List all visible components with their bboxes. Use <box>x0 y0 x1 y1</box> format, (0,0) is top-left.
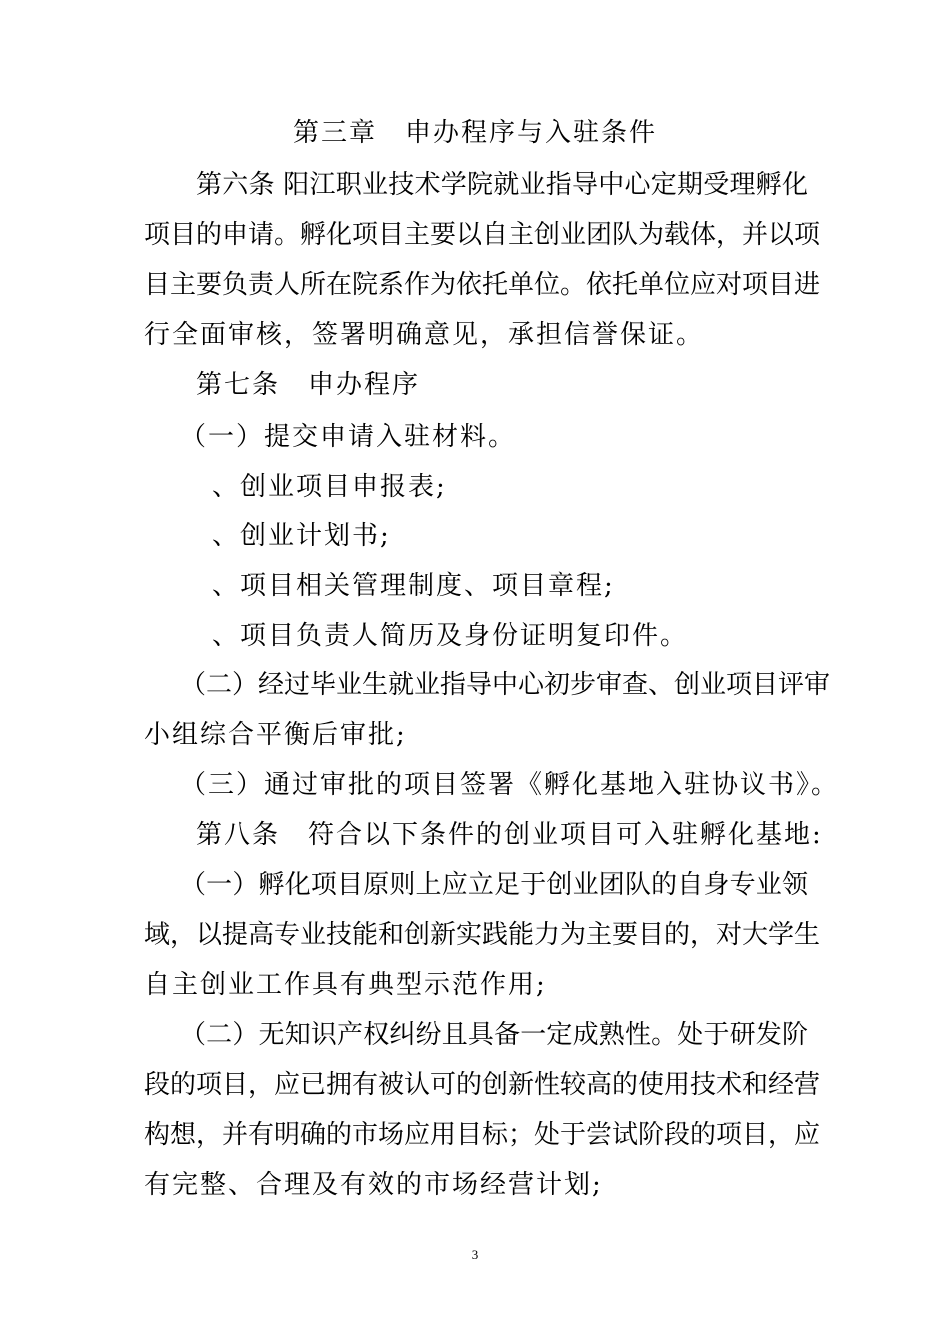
article-7-heading: 第七条 申办程序 <box>196 370 421 400</box>
chapter-title: 第三章 申办程序与入驻条件 <box>292 118 657 148</box>
article-6-line-1: 第六条 阳江职业技术学院就业指导中心定期受理孵化 <box>196 170 808 200</box>
article-7-item-2-line-2: 小组综合平衡后审批; <box>144 720 407 750</box>
material-list-item-3: 、项目相关管理制度、项目章程; <box>212 571 615 601</box>
article-8-item-2-line-1: （二）无知识产权纠纷且具备一定成熟性。处于研发阶 <box>180 1020 808 1050</box>
article-6-line-2: 项目的申请。孵化项目主要以自主创业团队为载体，并以项 <box>144 220 821 250</box>
article-7-item-1: （一）提交申请入驻材料。 <box>180 422 517 452</box>
article-8-item-2-line-4: 有完整、合理及有效的市场经营计划; <box>144 1170 603 1200</box>
article-8-item-1-line-2: 域，以提高专业技能和创新实践能力为主要目的，对大学生 <box>144 920 821 950</box>
article-6-line-3: 目主要负责人所在院系作为依托单位。依托单位应对项目进 <box>144 270 821 300</box>
article-6-line-4: 行全面审核，签署明确意见，承担信誉保证。 <box>144 320 705 350</box>
article-8-item-2-line-3: 构想，并有明确的市场应用目标；处于尝试阶段的项目，应 <box>144 1120 821 1150</box>
article-8-item-1-line-3: 自主创业工作具有典型示范作用; <box>144 970 547 1000</box>
article-8-item-2-line-2: 段的项目，应已拥有被认可的创新性较高的使用技术和经营 <box>144 1070 821 1100</box>
page-number: 3 <box>471 1247 479 1262</box>
material-list-item-4: 、项目负责人简历及身份证明复印件。 <box>212 621 689 651</box>
article-8-heading: 第八条 符合以下条件的创业项目可入驻孵化基地: <box>196 820 823 850</box>
material-list-item-2: 、创业计划书; <box>212 521 391 551</box>
article-8-item-1-line-1: （一）孵化项目原则上应立足于创业团队的自身专业领 <box>180 870 808 900</box>
material-list-item-1: 、创业项目申报表; <box>212 472 447 502</box>
article-7-item-2-line-1: （二）经过毕业生就业指导中心初步审查、创业项目评审 <box>180 670 831 700</box>
article-7-item-3: （三）通过审批的项目签署《孵化基地入驻协议书》。 <box>180 770 840 800</box>
